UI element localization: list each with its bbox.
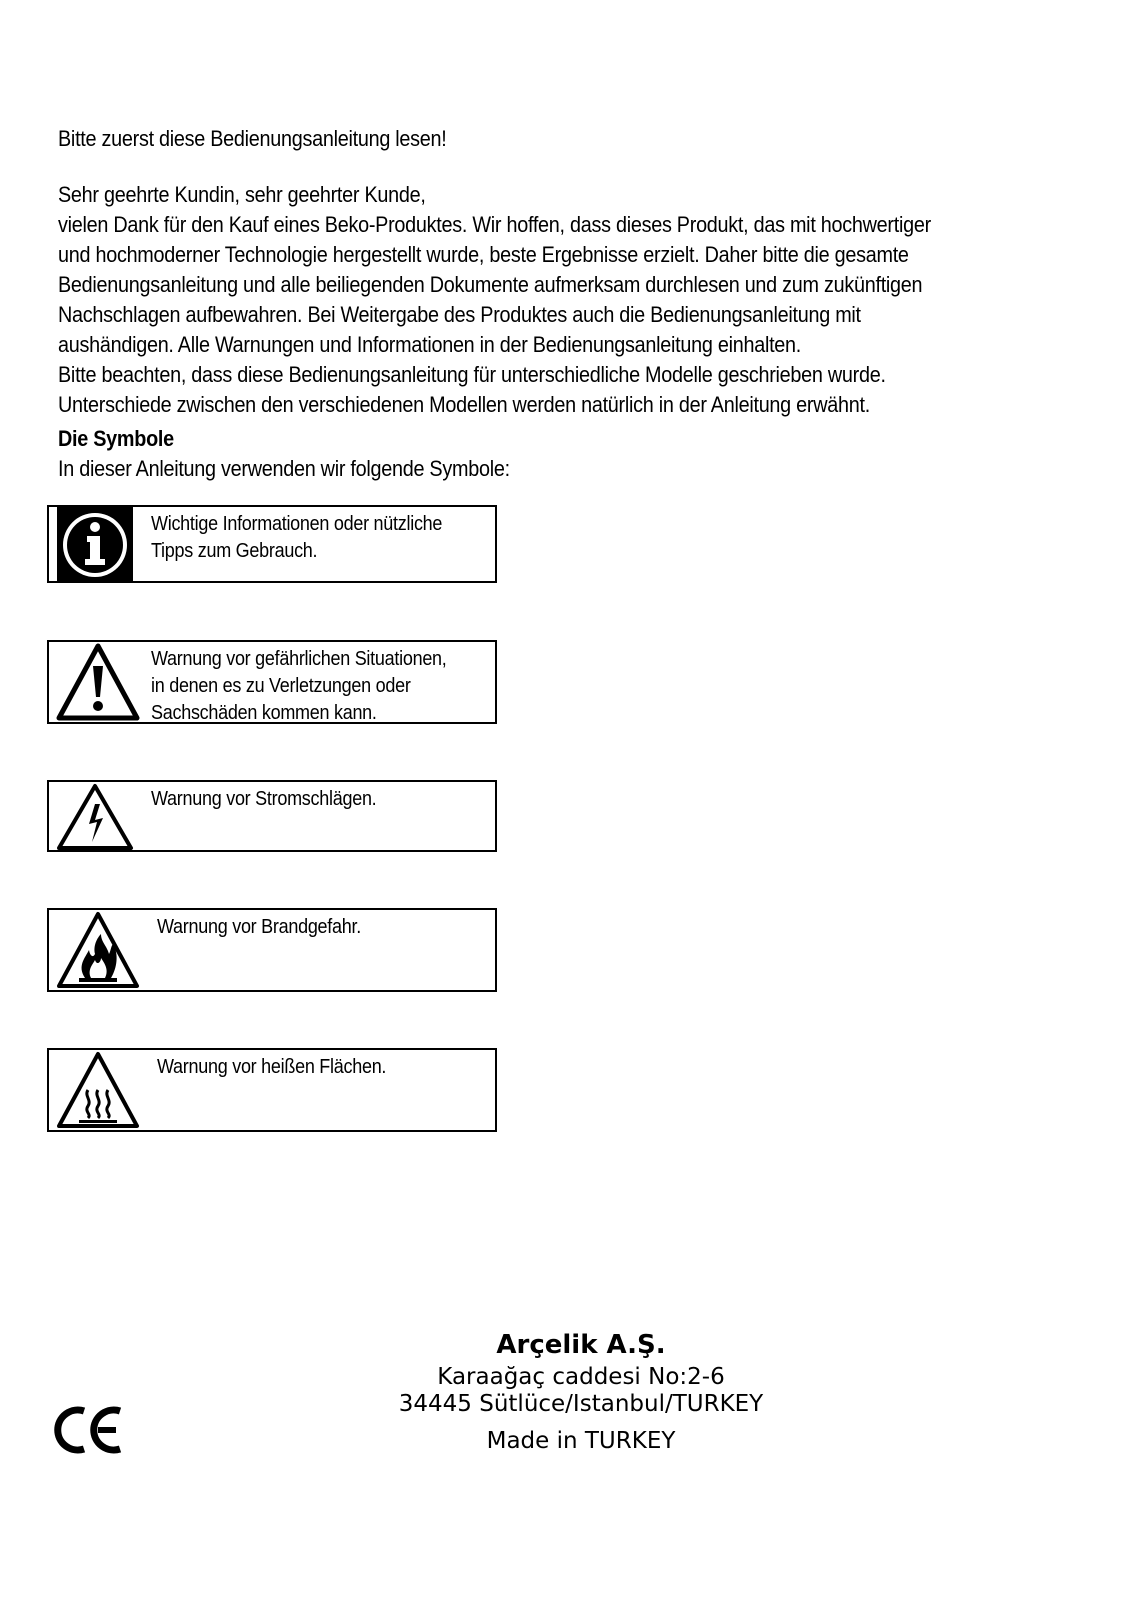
address-street: Karaağaç caddesi No:2-6 [437,1364,725,1390]
intro-line: vielen Dank für den Kauf eines Beko-Produktes. Wir hoffen, dass dieses Produkt, das mit hochwertiger [58,212,931,237]
intro-line: Bedienungsanleitung und alle beiliegenden Dokumente aufmerksam durchlesen und zum zukünftigen [58,272,923,297]
symbol-text: Warnung vor gefährlichen Situationen, in denen es zu Verletzungen oder Sachschäden kommen kann. [151,648,447,724]
company-name: Arçelik A.Ş. [496,1330,666,1360]
symbol-text: Warnung vor Stromschlägen. [151,788,377,810]
hot-surface-icon [55,1050,141,1130]
intro-line: Nachschlagen aufbewahren. Bei Weitergabe des Produktes auch die Bedienungsanleitung mit [58,302,861,327]
made-in: Made in TURKEY [486,1428,676,1454]
intro-line: aushändigen. Alle Warnungen und Informationen in der Bedienungsanleitung einhalten. [58,332,802,357]
intro-line: Bitte beachten, dass diese Bedienungsanleitung für unterschiedliche Modelle geschrieben wurde. [58,362,886,387]
symbol-box-electric [47,780,497,852]
electric-shock-icon [55,782,135,850]
symbol-text: Wichtige Informationen oder nützliche Tipps zum Gebrauch. [151,513,443,562]
symbols-title: Die Symbole [58,426,174,451]
fire-hazard-icon [55,910,141,990]
page-heading: Bitte zuerst diese Bedienungsanleitung lesen! [58,126,447,151]
symbol-box-info [47,505,497,583]
symbol-box-warning [47,640,497,724]
symbol-text: Warnung vor Brandgefahr. [157,916,361,938]
ce-mark-logo [54,1405,126,1455]
address-city: 34445 Sütlüce/Istanbul/TURKEY [398,1391,764,1417]
intro-line: Sehr geehrte Kundin, sehr geehrter Kunde, [58,182,426,207]
info-icon [57,507,133,581]
symbol-box-hot-surface [47,1048,497,1132]
warning-icon [55,642,141,722]
intro-line: Unterschiede zwischen den verschiedenen Modellen werden natürlich in der Anleitung erwähnt. [58,392,870,417]
symbol-box-fire [47,908,497,992]
intro-line: und hochmoderner Technologie hergestellt wurde, beste Ergebnisse erzielt. Daher bitte die gesamte [58,242,909,267]
symbol-text: Warnung vor heißen Flächen. [157,1056,387,1078]
intro-text [58,180,1048,420]
symbols-intro: In dieser Anleitung verwenden wir folgende Symbole: [58,456,510,481]
